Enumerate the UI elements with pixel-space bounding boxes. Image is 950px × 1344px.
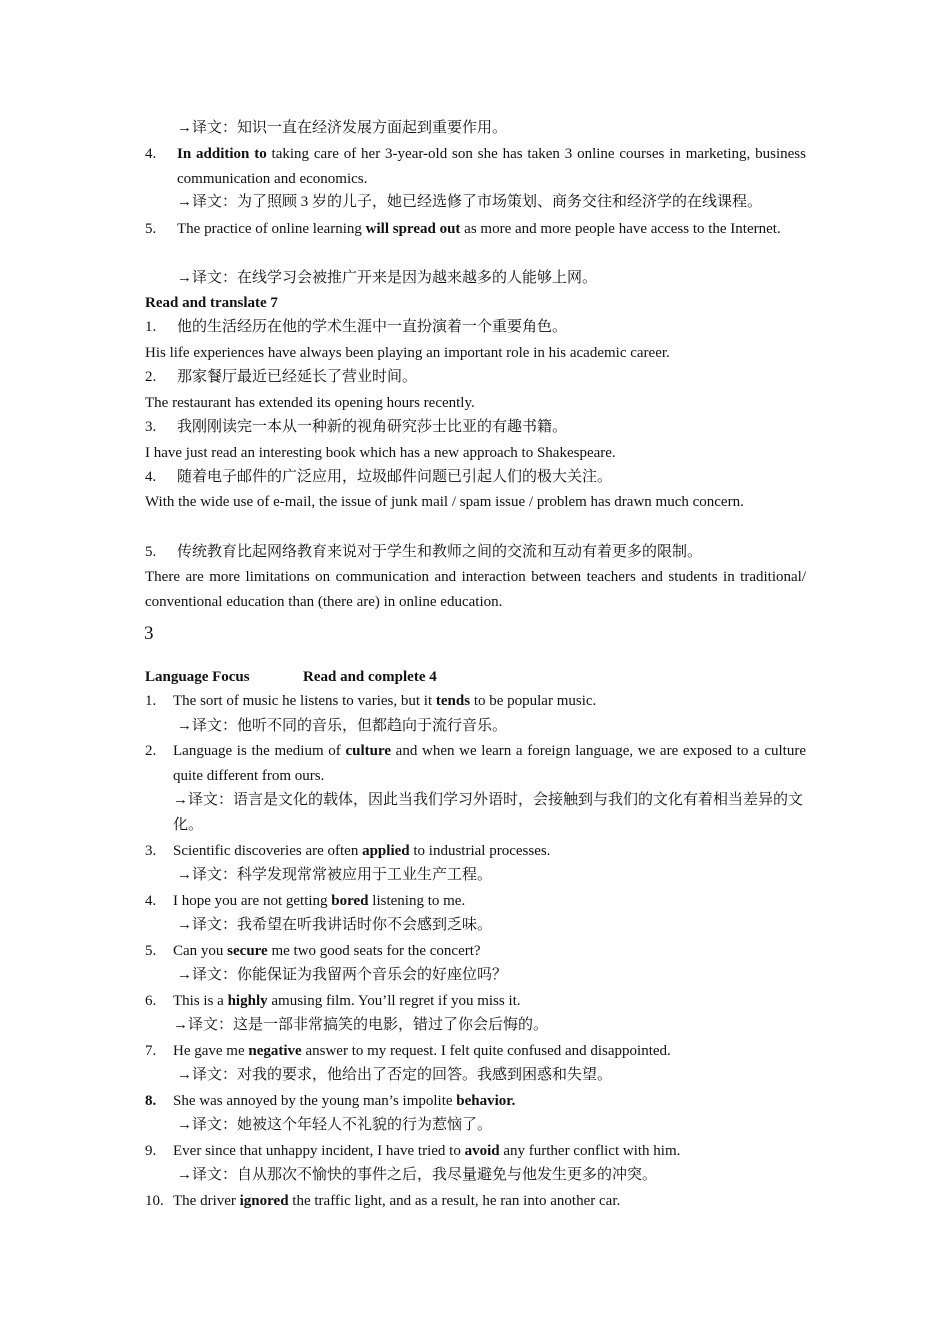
item-sentence: The driver ignored the traffic light, and as a result, he ran into another car.: [173, 1193, 621, 1209]
translation-line: →译文：他听不同的音乐，但都趋向于流行音乐。: [177, 718, 508, 734]
translation-line: →译文：语言是文化的载体，因此当我们学习外语时，会接触到与我们的文化有着相当差异的文化。: [173, 792, 804, 833]
chinese-sentence: 5. 传统教育比起网络教育来说对于学生和教师之间的交流和互动有着更多的限制。: [145, 544, 703, 560]
chinese-sentence: 3. 我刚刚读完一本从一种新的视角研究莎士比亚的有趣书籍。: [145, 419, 568, 435]
key-word: ignored: [239, 1193, 289, 1209]
list-item: [145, 839, 806, 864]
translation-line: →译文：对我的要求，他给出了否定的回答。我感到困惑和失望。: [177, 1067, 613, 1083]
key-phrase: In addition to: [177, 146, 267, 162]
translation-line: →译文：知识一直在经济发展方面起到重要作用。: [177, 120, 508, 136]
subsection-heading: Read and complete 4: [303, 669, 437, 685]
key-word: tends: [435, 693, 471, 709]
translation-line: →译文：科学发现常常被应用于工业生产工程。: [177, 867, 493, 883]
item-number: 5.: [145, 943, 157, 959]
item-sentence: Can you secure me two good seats for the concert?: [173, 943, 481, 959]
item-number: 8.: [145, 1093, 157, 1109]
item-sentence: Ever since that unhappy incident, I have tried to avoid any further conflict with him.: [173, 1143, 681, 1159]
chinese-sentence: 4. 随着电子邮件的广泛应用，垃圾邮件问题已引起人们的极大关注。: [145, 469, 613, 485]
item-sentence: Scientific discoveries are often applied to industrial processes.: [173, 843, 551, 859]
item-number: 3.: [145, 843, 157, 859]
key-word: culture: [345, 743, 391, 759]
section-number: 3: [144, 623, 154, 644]
item-number: 9.: [145, 1143, 157, 1159]
key-word: bored: [331, 893, 369, 909]
item-number: 7.: [145, 1043, 157, 1059]
english-translation: I have just read an interesting book which has a new approach to Shakespeare.: [145, 445, 616, 461]
english-translation: His life experiences have always been playing an important role in his academic career.: [145, 345, 670, 361]
list-item: [145, 1189, 806, 1214]
item-number: 4.: [145, 893, 157, 909]
list-item: [145, 889, 806, 914]
translation-line: →译文：这是一部非常搞笑的电影，错过了你会后悔的。: [173, 1017, 549, 1033]
key-word: highly: [227, 993, 268, 1009]
list-item: [145, 689, 806, 714]
translation-line: →译文：自从那次不愉快的事件之后，我尽量避免与他发生更多的冲突。: [177, 1167, 658, 1183]
key-phrase: will spread out: [365, 221, 461, 237]
list-item: [145, 989, 806, 1014]
item-number: 5.: [145, 221, 157, 237]
item-sentence: I hope you are not getting bored listening to me.: [173, 893, 466, 909]
chinese-sentence: 2. 那家餐厅最近已经延长了营业时间。: [145, 369, 418, 385]
translation-line: →译文：你能保证为我留两个音乐会的好座位吗？: [177, 967, 508, 983]
list-item: [145, 217, 806, 242]
list-item: [145, 1089, 806, 1114]
item-number: 2.: [145, 743, 157, 759]
item-number: 4.: [145, 146, 157, 162]
key-word: behavior.: [456, 1093, 516, 1109]
item-number: 10.: [145, 1193, 164, 1209]
translation-line: →译文：我希望在听我讲话时你不会感到乏味。: [177, 917, 493, 933]
item-sentence: The practice of online learning will spread out as more and more people have access to the Internet.: [177, 221, 781, 237]
key-word: applied: [362, 843, 410, 859]
list-item: [145, 142, 806, 192]
english-translation: The restaurant has extended its opening hours recently.: [145, 395, 475, 411]
item-sentence: In addition to taking care of her 3-year-old son she has taken 3 online courses in marketing, business communication and economics.: [177, 146, 806, 187]
section-heading: Language Focus: [145, 669, 250, 685]
chinese-sentence: 1. 他的生活经历在他的学术生涯中一直扮演着一个重要角色。: [145, 319, 568, 335]
section-heading: Read and translate 7: [145, 295, 278, 311]
translation-line: →译文：为了照顾 3 岁的儿子，她已经选修了市场策划、商务交往和经济学的在线课程。: [177, 194, 763, 210]
list-item: [145, 1039, 806, 1064]
item-sentence: She was annoyed by the young man’s impolite behavior.: [173, 1093, 516, 1109]
translation-line: →译文：她被这个年轻人不礼貌的行为惹恼了。: [177, 1117, 493, 1133]
item-sentence: The sort of music he listens to varies, but it tends to be popular music.: [173, 693, 597, 709]
list-item: [145, 1139, 806, 1164]
item-sentence: This is a highly amusing film. You’ll regret if you miss it.: [173, 993, 521, 1009]
list-item: [145, 939, 806, 964]
english-translation: There are more limitations on communication and interaction between teachers and students in traditional/ conventional education than (there are) in online education.: [145, 569, 806, 610]
english-translation: With the wide use of e-mail, the issue of junk mail / spam issue / problem has drawn much concern.: [145, 494, 744, 510]
list-item: [145, 739, 806, 789]
item-number: 6.: [145, 993, 157, 1009]
key-word: avoid: [464, 1143, 500, 1159]
item-sentence: He gave me negative answer to my request. I felt quite confused and disappointed.: [173, 1043, 671, 1059]
key-word: negative: [248, 1043, 302, 1059]
translation-line: →译文：在线学习会被推广开来是因为越来越多的人能够上网。: [177, 270, 598, 286]
item-number: 1.: [145, 693, 157, 709]
item-sentence: Language is the medium of culture and when we learn a foreign language, we are exposed to a culture quite different from ours.: [173, 743, 807, 784]
key-word: secure: [227, 943, 268, 959]
